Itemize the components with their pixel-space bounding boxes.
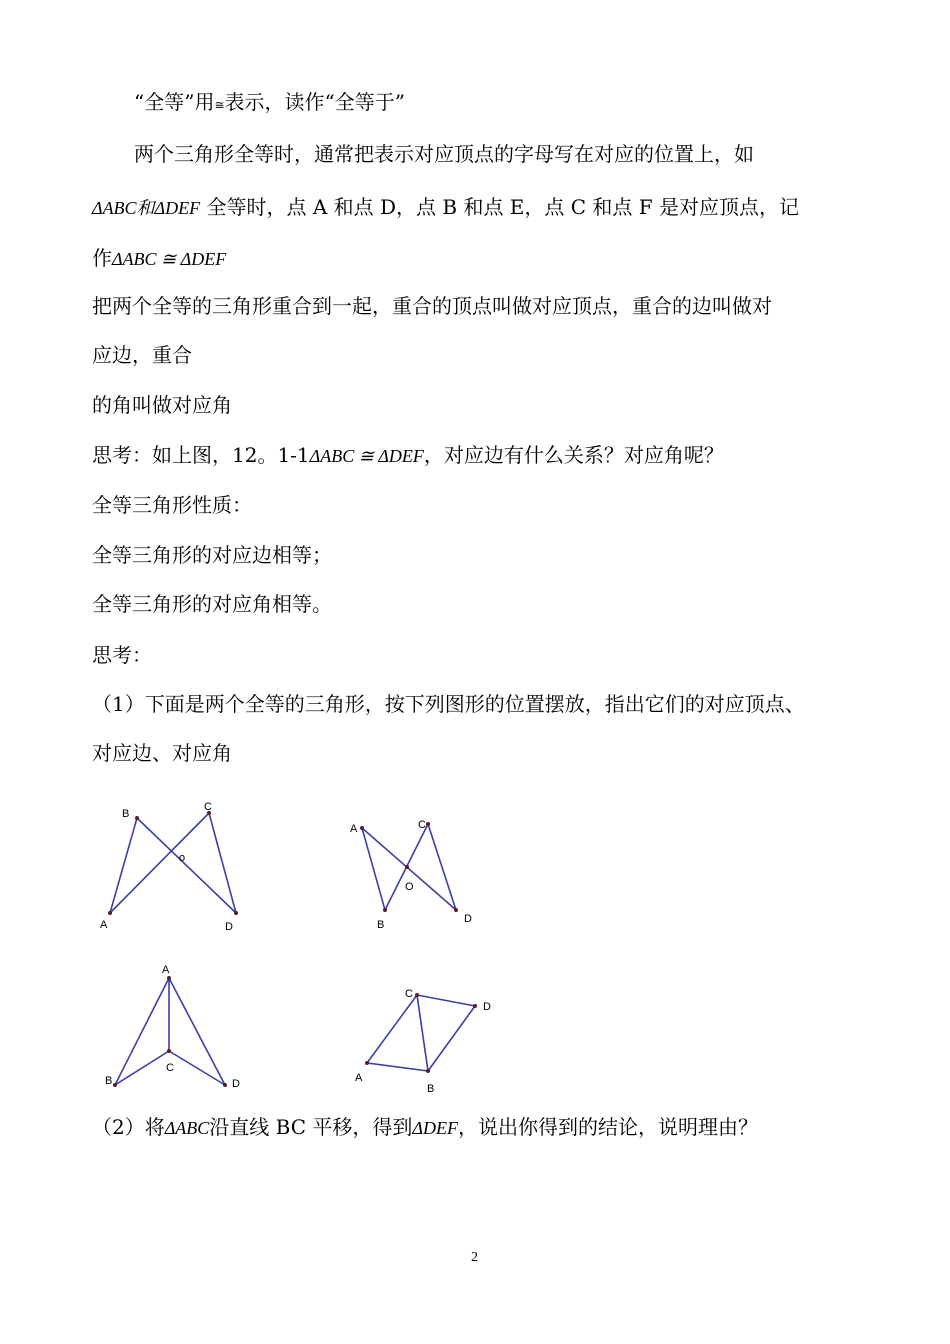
label-d: D xyxy=(232,1078,240,1090)
heading-properties: 全等三角形性质： xyxy=(92,493,252,517)
point-b xyxy=(426,1069,430,1073)
point-a xyxy=(108,911,112,915)
figure-1-bowtie xyxy=(90,795,260,945)
text: ，说出你得到的结论，说明理由？ xyxy=(457,1115,758,1139)
label-a: A xyxy=(100,919,108,931)
math-expression: ΔABC xyxy=(164,1118,210,1138)
label-d: D xyxy=(464,913,472,925)
page-number: 2 xyxy=(471,1250,478,1265)
segment-ab xyxy=(362,828,385,910)
paragraph-line xyxy=(92,244,226,273)
label-b: B xyxy=(377,919,385,931)
label-o: O xyxy=(405,881,414,893)
point-a xyxy=(365,1061,369,1065)
segment-ac xyxy=(367,995,417,1063)
paragraph-line: 全等三角形的对应角相等。 xyxy=(92,592,332,616)
paragraph-line: 两个三角形全等时，通常把表示对应顶点的字母写在对应的位置上，如 xyxy=(134,142,754,166)
segment-bd xyxy=(428,1006,475,1071)
segment-ab xyxy=(115,978,169,1085)
text: （2）将 xyxy=(92,1115,165,1139)
label-b: B xyxy=(105,1075,113,1087)
math-expression: ΔDEF xyxy=(412,1118,458,1138)
text: 沿直线 BC 平移，得到 xyxy=(209,1115,413,1139)
segment-ad xyxy=(169,978,225,1085)
text: 全等时，点 A 和点 D，点 B 和点 E，点 C 和点 F 是对应顶点，记 xyxy=(200,195,800,219)
point-b xyxy=(135,816,139,820)
point-c xyxy=(167,1049,171,1053)
point-d xyxy=(454,908,458,912)
paragraph-line: 应边，重合 xyxy=(92,343,192,367)
figure-4-parallelogram xyxy=(345,980,505,1100)
label-b: B xyxy=(427,1083,435,1095)
label-d: D xyxy=(483,1001,491,1013)
paragraph-line: 思考： xyxy=(92,643,152,667)
point-o xyxy=(405,865,409,869)
paragraph-line: （1）下面是两个全等的三角形，按下列图形的位置摆放，指出它们的对应顶点、 xyxy=(92,692,805,716)
point-c xyxy=(415,993,419,997)
label-c: C xyxy=(166,1062,174,1074)
label-c: C xyxy=(418,819,426,831)
paragraph-line xyxy=(92,193,799,222)
text: 思考：如上图，12。1-1 xyxy=(92,443,310,467)
label-a: A xyxy=(355,1072,363,1084)
math-expression: ΔABC ≅ ΔDEF xyxy=(309,446,424,466)
point-b xyxy=(383,908,387,912)
label-o: o xyxy=(179,852,186,864)
point-d xyxy=(223,1083,227,1087)
paragraph-line xyxy=(92,1113,758,1142)
paragraph-line xyxy=(92,441,724,470)
label-b: B xyxy=(122,808,130,820)
figure-2-bowtie xyxy=(340,810,490,940)
math-expression: ΔABC和ΔDEF xyxy=(92,198,201,218)
label-d: D xyxy=(225,921,233,933)
label-a: A xyxy=(350,823,358,835)
paragraph-line: 对应边、对应角 xyxy=(92,741,232,765)
point-c xyxy=(426,822,430,826)
label-c: C xyxy=(405,988,413,1000)
segment-bc xyxy=(417,995,428,1071)
text: “全等”用 xyxy=(134,90,215,114)
point-d xyxy=(234,911,238,915)
text: 作 xyxy=(92,246,112,270)
paragraph-line: 把两个全等的三角形重合到一起，重合的顶点叫做对应顶点，重合的边叫做对 xyxy=(92,294,772,318)
figure-3-kite xyxy=(95,960,255,1095)
math-expression: ΔABC ≅ ΔDEF xyxy=(112,249,227,269)
congruence-symbol: ≅ xyxy=(214,98,225,112)
line-congruence-notation xyxy=(134,88,405,119)
point-a xyxy=(360,826,364,830)
point-a xyxy=(167,976,171,980)
paragraph-line: 全等三角形的对应边相等； xyxy=(92,543,332,567)
point-d xyxy=(473,1004,477,1008)
label-c: C xyxy=(204,801,212,813)
paragraph-line: 的角叫做对应角 xyxy=(92,393,232,417)
segment-cd xyxy=(417,995,475,1006)
label-a: A xyxy=(162,964,170,976)
segment-ab xyxy=(367,1063,428,1071)
segment-bd xyxy=(137,818,236,913)
point-b xyxy=(113,1083,117,1087)
text: 表示，读作“全等于” xyxy=(224,90,405,114)
text: ，对应边有什么关系？对应角呢？ xyxy=(423,443,724,467)
segment-cd xyxy=(209,813,236,913)
